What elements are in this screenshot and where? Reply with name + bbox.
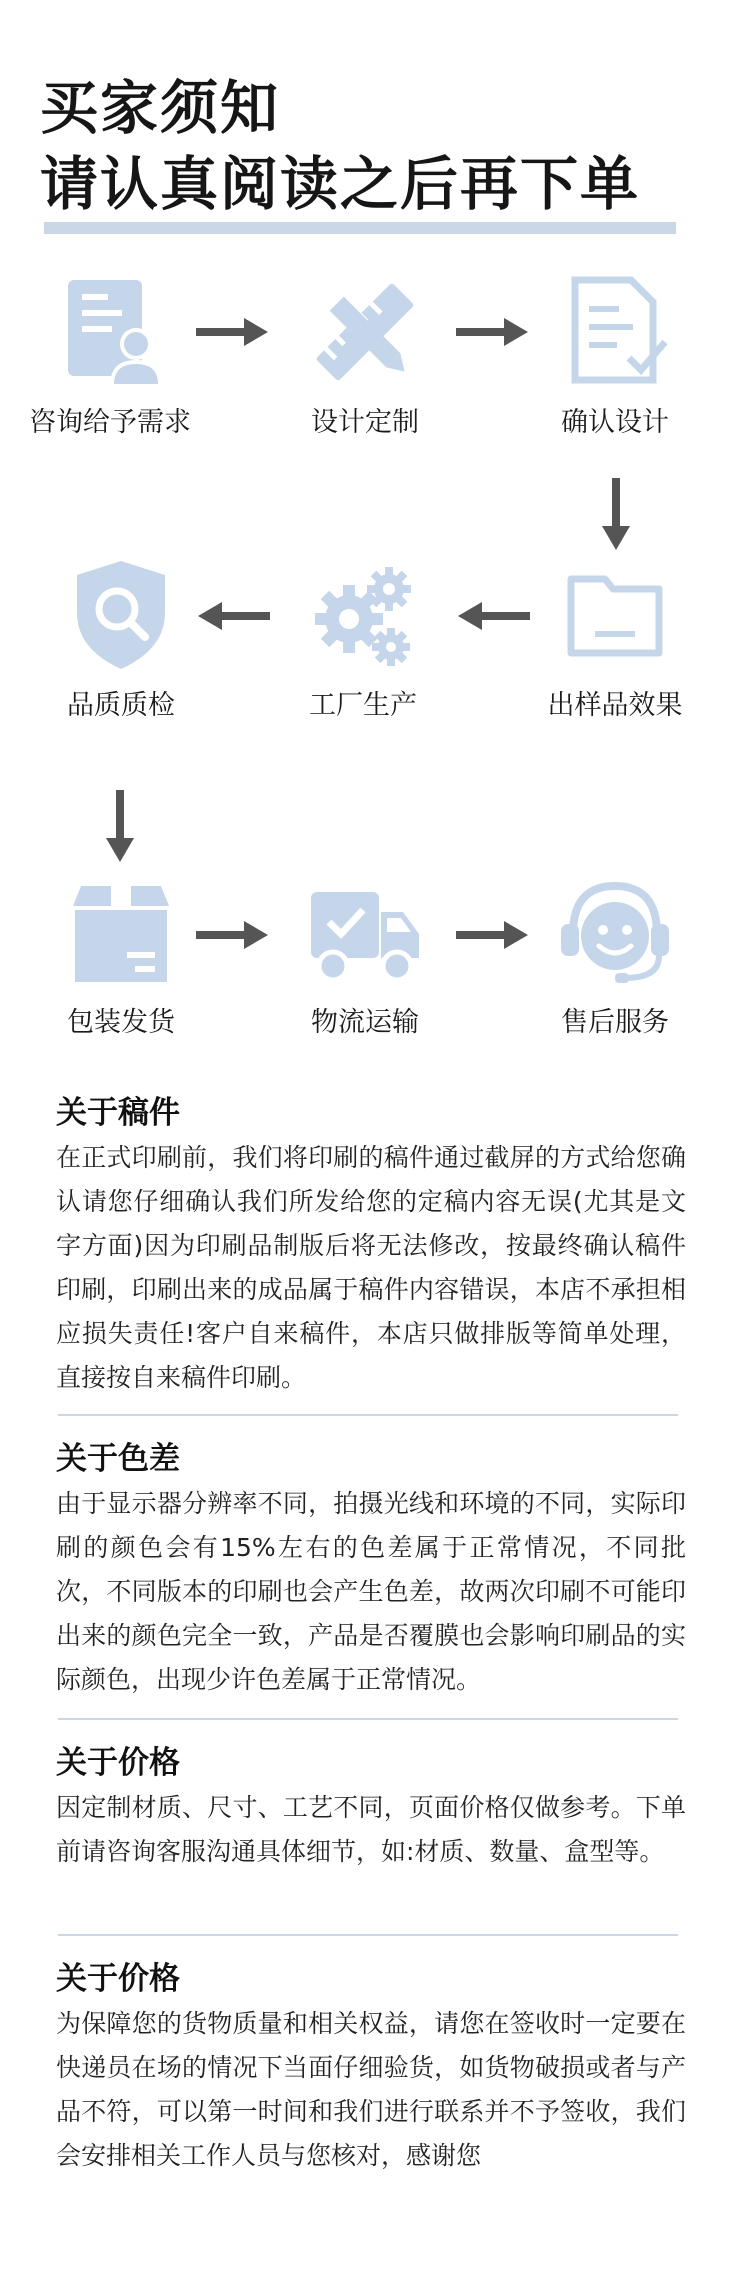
section-price: [56, 1740, 686, 1874]
step-label: 出样品效果: [547, 690, 683, 721]
folder-icon: [555, 555, 675, 675]
step-label: 包装发货: [67, 1007, 175, 1038]
section-divider: [58, 1718, 678, 1720]
step-sample: [520, 555, 710, 722]
section-body: 在正式印刷前，我们将印刷的稿件通过截屏的方式给您确认请您仔细确认我们所发给您的定稿内容无误(尤其是文字方面)因为印刷品制版后将无法修改，按最终确认稿件印刷，印刷出来的成品属于稿件内容错误，本店不承担相应损失责任!客户自来稿件，本店只做排版等简单处理，直接按自来稿件印刷。: [56, 1143, 686, 1392]
section-title: 关于色差: [56, 1441, 180, 1477]
section-title: 关于稿件: [56, 1095, 180, 1131]
section-title: 关于价格: [56, 1961, 180, 1997]
step-design: [270, 272, 460, 439]
section-divider: [58, 1414, 678, 1416]
step-quality: [26, 555, 216, 722]
section-body: 为保障您的货物质量和相关权益，请您在签收时一定要在快递员在场的情况下当面仔细验货，如货物破损或者与产品不符，可以第一时间和我们进行联系并不予签收，我们会安排相关工作人员与您核对，感谢您: [56, 2009, 686, 2170]
section-body: 因定制材质、尺寸、工艺不同，页面价格仅做参考。下单前请咨询客服沟通具体细节，如:材质、数量、盒型等。: [56, 1793, 686, 1866]
step-label: 设计定制: [311, 407, 419, 438]
step-production: [268, 555, 458, 722]
section-color-difference: [56, 1436, 686, 1702]
arrow-down-icon: [598, 478, 634, 550]
step-label: 售后服务: [561, 1007, 669, 1038]
shield-search-icon: [61, 555, 181, 675]
section-artwork: [56, 1090, 686, 1400]
consult-icon: [50, 272, 170, 392]
arrow-right-icon: [456, 917, 528, 953]
page-subtitle: 请认真阅读之后再下单: [40, 150, 641, 218]
page-header: [40, 70, 640, 222]
section-title: 关于价格: [56, 1745, 180, 1781]
step-label: 物流运输: [311, 1007, 419, 1038]
step-logistics: [270, 872, 460, 1039]
step-confirm: [520, 272, 710, 439]
delivery-truck-icon: [305, 872, 425, 992]
package-box-icon: [61, 872, 181, 992]
arrow-right-icon: [196, 314, 268, 350]
customer-service-icon: [555, 872, 675, 992]
step-label: 咨询给予需求: [29, 407, 191, 438]
step-aftersales: [520, 872, 710, 1039]
step-label: 品质质检: [67, 690, 175, 721]
section-body: 由于显示器分辨率不同，拍摄光线和环境的不同，实际印刷的颜色会有15%左右的色差属于正常情况，不同批次，不同版本的印刷也会产生色差，故两次印刷不可能印出来的颜色完全一致，产品是否覆膜也会影响印刷品的实际颜色，出现少许色差属于正常情况。: [56, 1489, 686, 1694]
step-label: 工厂生产: [309, 690, 417, 721]
gears-icon: [303, 555, 423, 675]
arrow-right-icon: [456, 314, 528, 350]
step-consult: [15, 272, 205, 439]
section-divider: [58, 1934, 678, 1936]
arrow-down-icon: [102, 790, 138, 862]
arrow-right-icon: [196, 917, 268, 953]
arrow-left-icon: [458, 598, 530, 634]
title-underline: [44, 222, 676, 234]
step-label: 确认设计: [561, 407, 669, 438]
page-title: 买家须知: [40, 74, 281, 142]
step-packing: [26, 872, 216, 1039]
confirm-document-icon: [555, 272, 675, 392]
section-price-receipt: [56, 1956, 686, 2178]
design-ruler-icon: [305, 272, 425, 392]
